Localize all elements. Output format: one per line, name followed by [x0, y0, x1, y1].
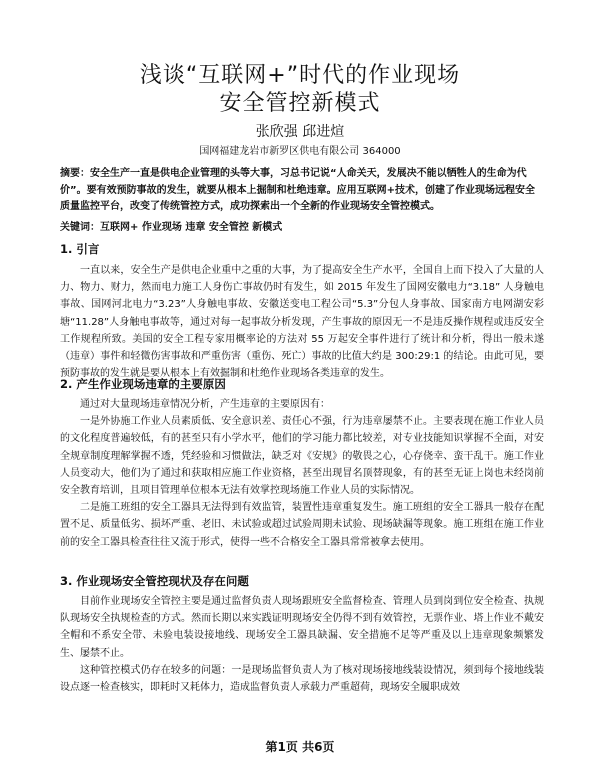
section-heading-current-status: 3. 作业现场安全管控现状及存在问题	[60, 574, 249, 588]
paper-title-line-1: 浅谈“互联网+”时代的作业现场	[139, 63, 461, 88]
affiliation: 国网福建龙岩市新罗区供电有限公司 364000	[199, 146, 401, 157]
section-heading-introduction: 1. 引言	[60, 242, 100, 256]
section-body-current-status	[60, 593, 544, 696]
section-heading-causes: 2. 产生作业现场违章的主要原因	[60, 377, 226, 391]
page-number-footer: 第1页 共6页	[265, 740, 335, 754]
keywords: 关键词：互联网+ 作业现场 违章 安全管控 新模式	[60, 222, 283, 233]
authors: 张欣强 邱进煊	[255, 124, 345, 140]
paragraph: 通过对大量现场违章情况分析，产生违章的主要原因有：	[80, 399, 330, 410]
section-body-introduction	[60, 262, 544, 382]
paper-title-line-2: 安全管控新模式	[219, 91, 381, 116]
paragraph: 一直以来，安全生产是供电企业重中之重的大事，为了提高安全生产水平，全国自上而下投入了大量的人力、物力、财力，然而电力施工人身伤亡事故仍时有发生，如 2015 年发生了国网安徽电力“3.18” 人身触电事故、国网河北电力“3.23”人身触电事故、安徽送变电工程公司“5.3”分包人身事故、国家南方电网湖安彩塘“11.28”人身触电事故等，通过对每一起事故分析发现，产生事故的原因无一不是违反操作规程或违反安全工作规程所致。美国的安全工程专家用概率论的方法对 55 万起安全事件进行了统计和分析，得出一般未遂（违章）事件和轻微伤害事故和严重伤害（重伤、死亡）事故的比值大约是 300:29:1 的结论。由此可见，要预防事故的发生就是要从根本上有效掘制和杜绝作业现场各类违章的发生。	[60, 265, 544, 380]
abstract: 摘要：安全生产一直是供电企业管理的头等大事，习总书记说“人命关天，发展决不能以牺牲人的生命为代价”。要有效预防事故的发生，就要从根本上掘制和杜绝违章。应用互联网+技术，创建了作业现场远程安全质量监控平台，改变了传统管控方式，成功探索出一个全新的作业现场安全管控模式。	[60, 168, 535, 212]
section-body-causes	[60, 396, 544, 551]
paragraph: 目前作业现场安全管控主要是通过监督负责人现场跟班安全监督检查、管理人员到岗到位安全检查、执规队现场安全执规检查的方式。然而长期以来实践证明现场安全仍得不到有效管控，无票作业、塔上作业不戴安全帽和不系安全带、未验电装设接地线、现场安全工器具缺漏、安全措施不足等严重及以上违章现象频繁发生、屡禁不止。	[60, 596, 544, 659]
paragraph: 二是施工班组的安全工器具无法得到有效监管，装置性违章重复发生。施工班组的安全工器具一般存在配置不足、质量低劣、损坏严重、老旧、未试验或超过试验周期未试验、现场缺漏等现象。施工班组在施工作业前的安全工器具检查往往又流于形式，使得一些不合格安全工器具常常被拿去使用。	[60, 502, 544, 548]
paragraph: 这种管控模式仍存在较多的问题：一是现场监督负责人为了核对现场接地线装设情况，须到每个接地线装设点逐一检查核实，即耗时又耗体力，造成监督负责人承载力严重超荷，现场安全履职成效	[60, 664, 544, 694]
paragraph: 一是外协施工作业人员素质低、安全意识差、责任心不强，行为违章屡禁不止。主要表现在施工作业人员的文化程度普遍较低，有的甚至只有小学水平，他们的学习能力都比较差，对专业技能知识掌握不全面，对安全规章制度理解掌握不透，凭经验和习惯做法，缺乏对《安规》的敬畏之心，心存侥幸、蛮干乱干。施工作业人员变动大，他们为了通过和获取相应施工作业资格，甚至出现冒名顶替现象，有的甚至无证上岗也未经岗前安全教育培训，且项目管理单位根本无法有效掌控现场施工作业人员的实际情况。	[60, 416, 544, 497]
